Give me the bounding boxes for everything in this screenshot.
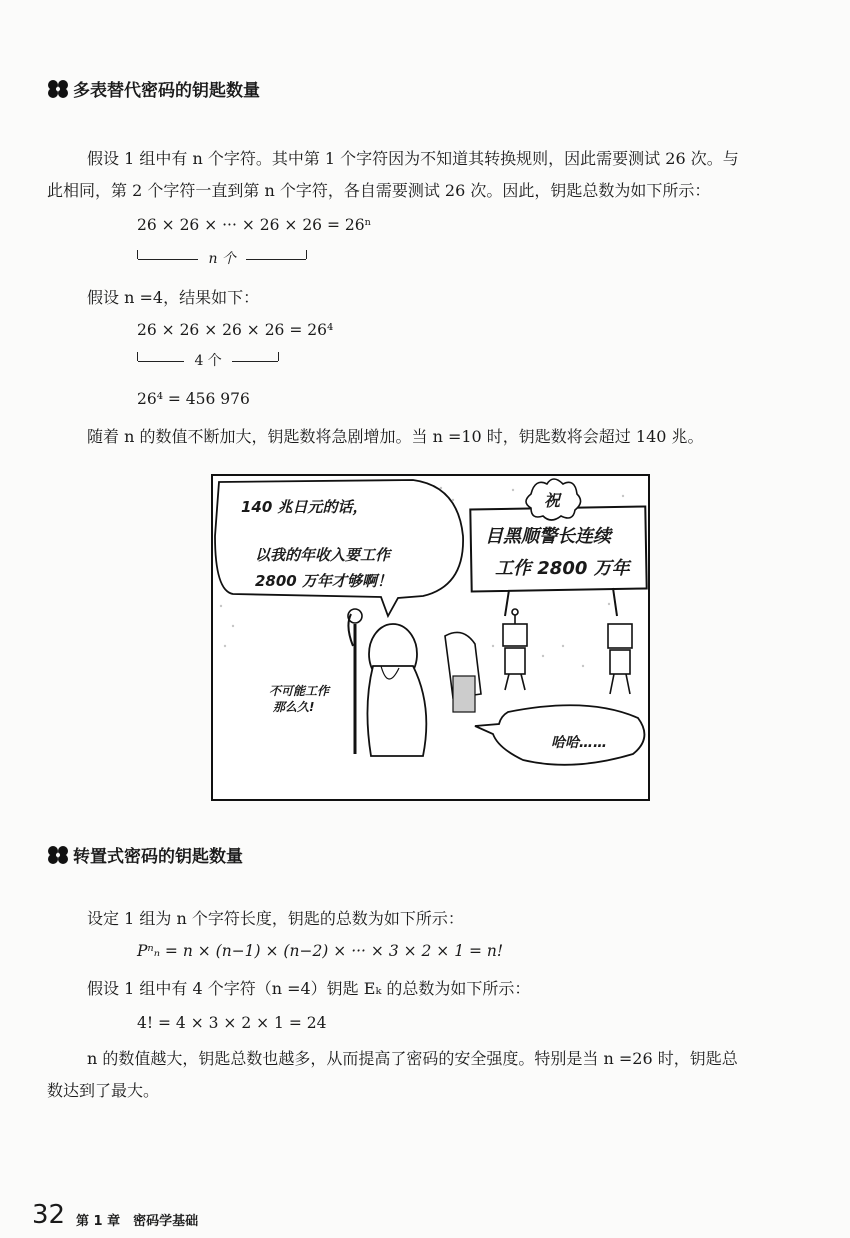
section2-heading-text: 转置式密码的钥匙数量: [73, 847, 243, 867]
bubble1-line3: 2800 万年才够啊！: [255, 572, 392, 590]
paragraph: 假设 n =4，结果如下：: [87, 288, 260, 307]
section1-heading-text: 多表替代密码的钥匙数量: [73, 81, 260, 101]
paragraph: n 的数值越大，钥匙总数也越多，从而提高了密码的安全强度。特别是当 n =26 时，钥匙总: [87, 1049, 738, 1068]
paragraph: 假设 1 组中有 n 个字符。其中第 1 个字符因为不知道其转换规则，因此需要测试 26 次。与: [87, 149, 739, 168]
formula-result: 26⁴ = 456 976: [137, 390, 250, 408]
section1-heading: [47, 76, 260, 101]
bubble1-line1: 140 兆日元的话，: [241, 498, 368, 516]
side-text-line1: 不可能工作: [269, 684, 330, 698]
brace-label: 4 个: [194, 353, 222, 369]
bubble1-line2: 以我的年收入要工作: [255, 546, 391, 564]
page-number: 32: [32, 1200, 66, 1230]
banner-badge: 祝: [544, 491, 561, 510]
paragraph: 设定 1 组为 n 个字符长度，钥匙的总数为如下所示：: [87, 909, 464, 928]
laugh-text: 哈哈……: [551, 735, 607, 751]
paragraph: 数达到了最大。: [47, 1081, 160, 1100]
formula-26-power-n: 26 × 26 × ··· × 26 × 26 = 26ⁿ: [137, 216, 372, 234]
comic-illustration: [211, 474, 650, 801]
brace-n-count: [137, 248, 307, 268]
clover-icon: [47, 845, 69, 865]
banner-line2: 工作 2800 万年: [495, 558, 630, 579]
paragraph: 此相同，第 2 个字符一直到第 n 个字符，各自需要测试 26 次。因此，钥匙总数为如下所示：: [47, 181, 711, 200]
banner-line1: 目黑顺警长连续: [485, 526, 611, 547]
brace-label: n 个: [208, 251, 236, 267]
clover-icon: [47, 79, 69, 99]
formula-26-power-4: 26 × 26 × 26 × 26 = 26⁴: [137, 321, 334, 339]
chapter-title: 第 1 章 密码学基础: [76, 1214, 199, 1229]
paragraph: 假设 1 组中有 4 个字符（n =4）钥匙 Eₖ 的总数为如下所示：: [87, 979, 531, 998]
section2-heading: [47, 842, 243, 867]
formula-permutation: Pⁿₙ = n × (n−1) × (n−2) × ··· × 3 × 2 × 1 = n!: [137, 942, 504, 960]
brace-4-count: [137, 350, 279, 370]
formula-factorial-4: 4! = 4 × 3 × 2 × 1 = 24: [137, 1014, 327, 1032]
side-text-line2: 那么久!: [273, 700, 315, 714]
paragraph: 随着 n 的数值不断加大，钥匙数将急剧增加。当 n =10 时，钥匙数将会超过 140 兆。: [87, 427, 704, 446]
